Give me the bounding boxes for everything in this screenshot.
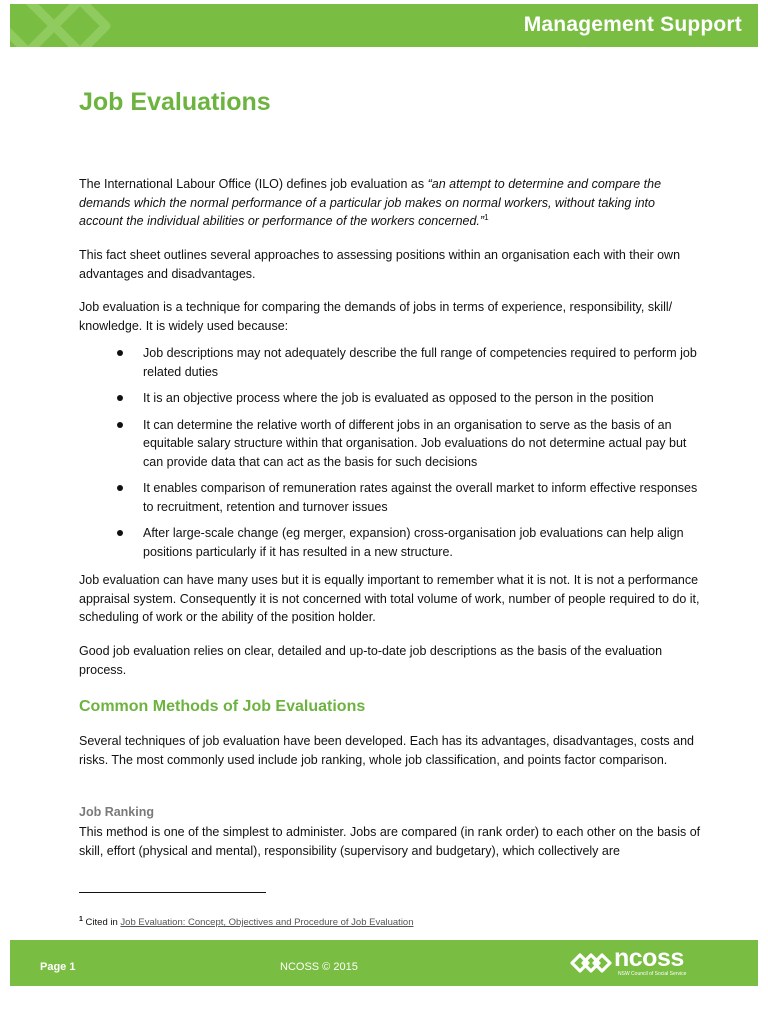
ncoss-symbol-watermark-icon (10, 4, 140, 47)
paragraph-techniques: Several techniques of job evaluation have been developed. Each has its advantages, disadvantages, costs and risks. The most commonly used include job ranking, whole job classification, and points factor comparison. (79, 734, 695, 767)
page-number: Page 1 (40, 961, 76, 973)
bullet-dot-icon (117, 485, 123, 491)
intro-quote: “an attempt to determine and compare the demands which the normal performance of a particular job makes on normal workers, without taking into account the individual abilities or performance of the workers concerned.” (79, 177, 662, 228)
intro-prefix: The International Labour Office (ILO) defines job evaluation as (79, 177, 428, 191)
list-item: It is an objective process where the job is evaluated as opposed to the person in the position (79, 389, 709, 408)
list-item: Job descriptions may not adequately describe the full range of competencies required to perform job related duties (79, 344, 709, 381)
reasons-list (79, 344, 709, 569)
paragraph-uses: Job evaluation can have many uses but it is equally important to remember what it is not. It is not a performance appraisal system. Consequently it is not concerned with total volume of work, number of people required to do it, scheduling of work or the ability of the position holder. (79, 573, 700, 624)
paragraph-job-ranking: This method is one of the simplest to administer. Jobs are compared (in rank order) to each other on the basis of skill, effort (physical and mental), responsibility (supervisory and budgetary), which collectively are (79, 825, 701, 858)
intro-paragraph (79, 175, 701, 231)
list-item: After large-scale change (eg merger, expansion) cross-organisation job evaluations can help align positions particularly if it has resulted in a new structure. (79, 524, 709, 561)
logo-wordmark: ncoss (614, 944, 684, 972)
footnote-link[interactable]: Job Evaluation: Concept, Objectives and Procedure of Job Evaluation (120, 917, 414, 928)
header-title: Management Support (523, 13, 742, 36)
footnote-number: 1 (79, 915, 83, 923)
footnote-prefix: Cited in (82, 917, 121, 928)
bullet-dot-icon (117, 530, 123, 536)
logo-tagline: NSW Council of Social Service (618, 971, 687, 977)
header-bar (10, 4, 758, 47)
list-item: It can determine the relative worth of different jobs in an organisation to serve as the basis of an equitable salary structure within that organisation. Job evaluations do not determine actual pay but can provide data that can act as the basis for such decisions (79, 416, 709, 472)
bullet-dot-icon (117, 395, 123, 401)
ncoss-logo (570, 946, 730, 982)
section-heading: Common Methods of Job Evaluations (79, 698, 366, 715)
ncoss-logo-icon (570, 951, 612, 975)
subheading-job-ranking: Job Ranking (79, 805, 155, 819)
footnote-divider (79, 892, 266, 893)
paragraph-fact-sheet: This fact sheet outlines several approaches to assessing positions within an organisation each with their own advantages and disadvantages. (79, 248, 681, 281)
bullet-dot-icon (117, 350, 123, 356)
paragraph-good-evaluation: Good job evaluation relies on clear, detailed and up-to-date job descriptions as the basis of the evaluation process. (79, 644, 663, 677)
footnote (79, 917, 414, 928)
bullet-dot-icon (117, 422, 123, 428)
list-item: It enables comparison of remuneration rates against the overall market to inform effective responses to recruitment, retention and turnover issues (79, 479, 709, 516)
page-title: Job Evaluations (79, 88, 271, 116)
footnote-ref: 1 (484, 212, 489, 222)
footer-copyright: NCOSS © 2015 (280, 961, 358, 973)
paragraph-technique: Job evaluation is a technique for comparing the demands of jobs in terms of experience, responsibility, skill/ knowledge. It is widely used because: (79, 300, 673, 333)
footer-bar (10, 940, 758, 986)
